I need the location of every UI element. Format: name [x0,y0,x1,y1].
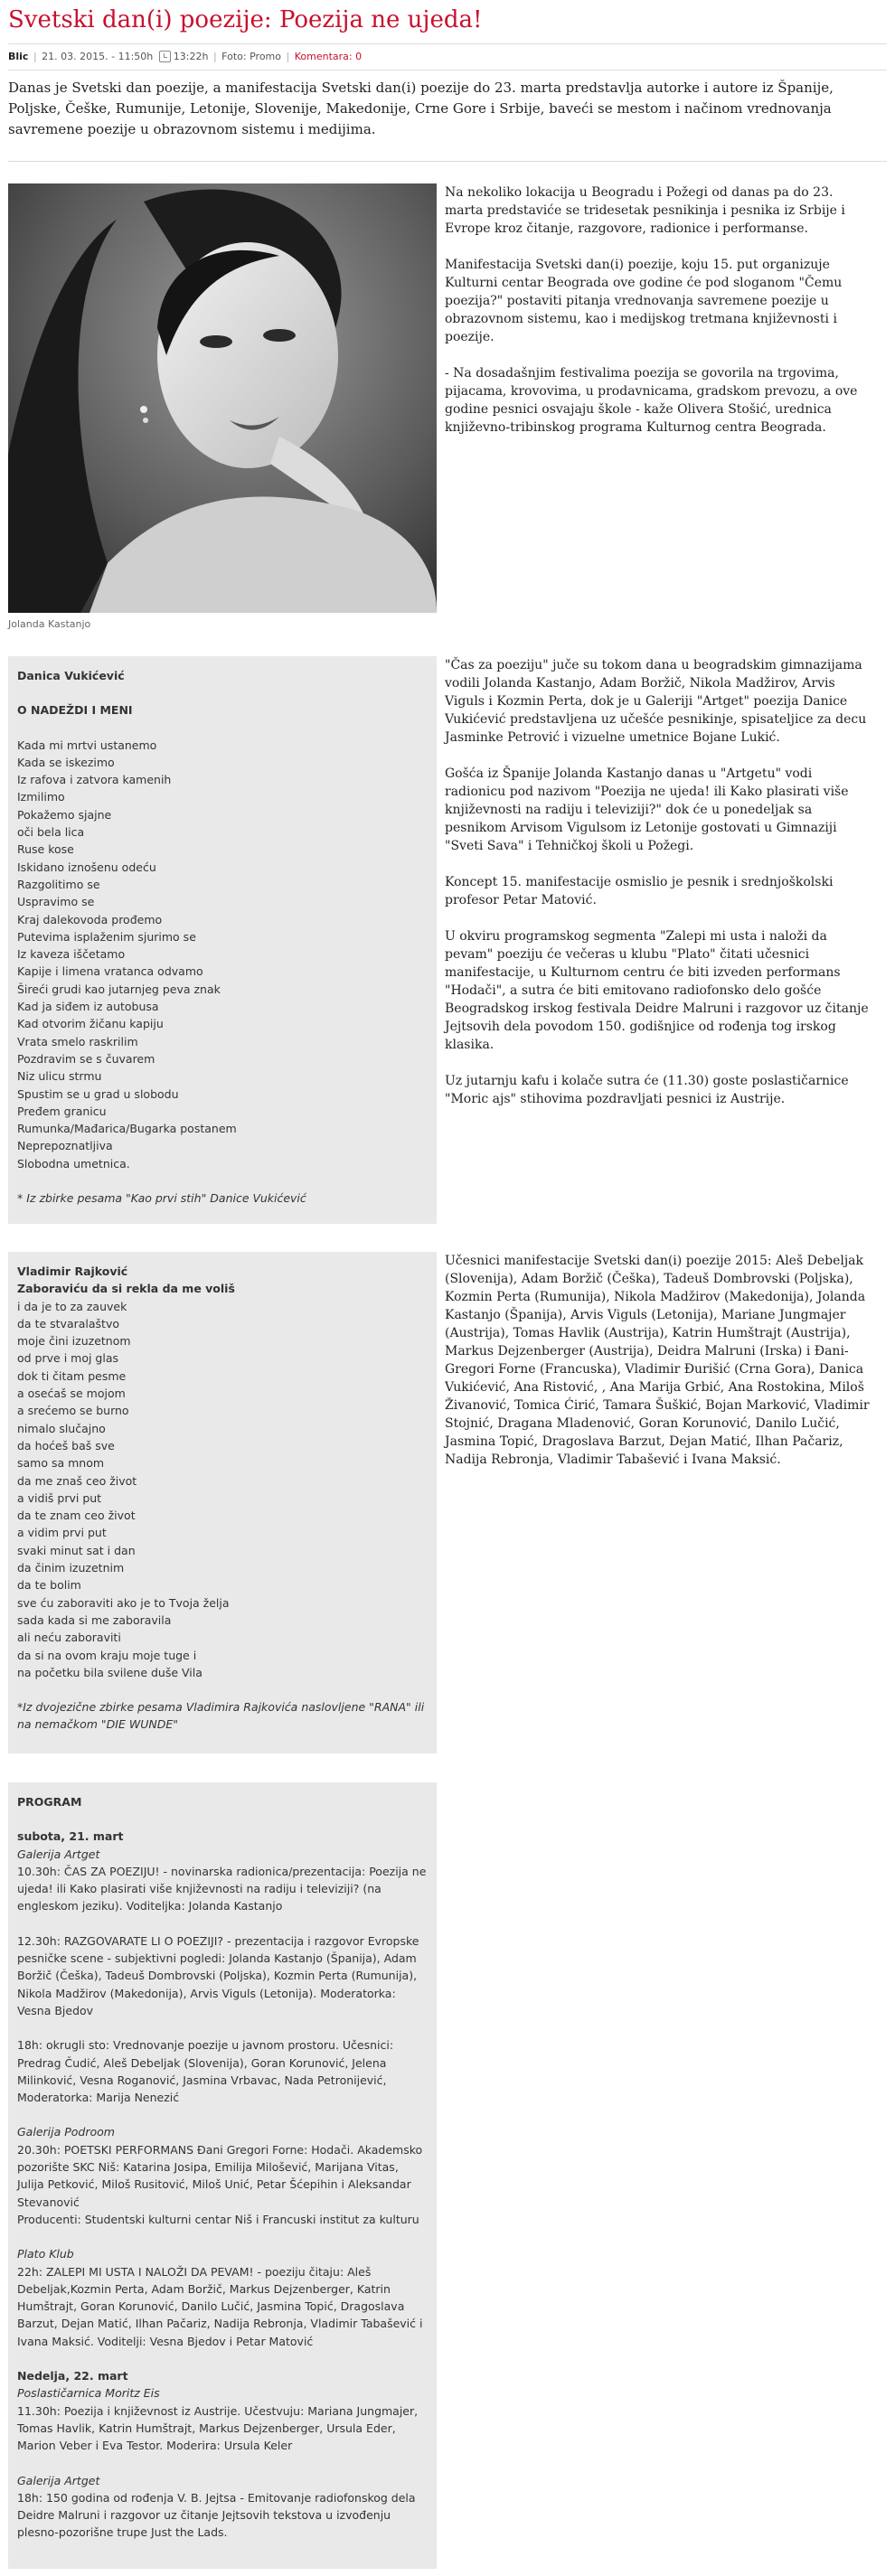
poem-line: Vrata smelo raskrilim [17,1034,138,1048]
poem-line: da činim izuzetnim [17,1561,125,1575]
poem-line: sada kada si me zaboravila [17,1612,172,1627]
paragraph: U okviru programskog segmenta "Zalepi mi usta i naloži da pevam" poeziju će večeras u klubu "Plato" čitati učesnici manifestacije, u Kulturnom centru će biti izveden performans "Hodači", a sutra će biti emitovano radiofonsko delo gošće Beogradskog irskog festivala Deidre Malruni i razgovor uz čitanje Jejtsovih dela povodom 150. godišnjice od rođenja tog irskog klasika. [445,929,869,1052]
poem-line: da si na ovom kraju moje tuge i [17,1648,197,1662]
poem-line: Kraj dalekovoda prođemo [17,912,163,926]
paragraph: "Čas za poeziju" juče su tokom dana u beogradskim gimnazijama vodili Jolanda Kastanjo, Adam Boržič, Nikola Madžirov, Arvis Viguls i Kozmin Perta, dok je u Galeriji "Artget" poezija Danice Vukićević predstavljena uz učešće pesnikinje, spisateljice za decu Jasminke Petrović i vizuelne umetnice Bojane Lukić. [445,658,867,745]
separator: | [212,51,217,62]
poem-line: Izmilimo [17,790,65,804]
spacer [17,1915,428,1932]
program-venue: Galerija Artget [17,2473,100,2487]
poem-lines [17,737,428,1172]
poem-line: Kada se iskezimo [17,755,115,769]
clock-icon [159,51,171,62]
poem-line: ali neću zaboraviti [17,1631,121,1645]
poem-line: Šireći grudi kao jutarnjeg peva znak [17,982,221,996]
poem-line: sve ću zaboraviti ako je to Tvoja želja [17,1595,230,1610]
program-item: 20.30h: POETSKI PERFORMANS Đani Gregori Forne: Hodači. Akademsko pozorište SKC Niš: Katarina Josipa, Emilija Milošević, Marijana Vitas, Julija Petković, Miloš Rusitović, Miloš Unić, Petar Šćepihin i Aleksandar Stevanović Producenti: Studentski kulturni centar Niš i Francuski institut za kulturu [17,2142,423,2226]
poem-author: Vladimir Rajković [17,1264,128,1278]
poem-line: moje čini izuzetnom [17,1334,131,1349]
poem-line: Pokažemo sjajne [17,807,112,822]
separator: | [286,51,290,62]
spacer [17,2019,428,2036]
poem-line: oči bela lica [17,825,85,840]
poem-line: samo sa mnom [17,1456,105,1471]
poem-line: Iz rafova i zatvora kamenih [17,773,172,787]
poem-source-note: * Iz zbirke pesama "Kao prvi stih" Danice Vukićević [17,1191,306,1206]
poem-line: Kapije i limena vratanca odvamo [17,964,203,979]
paragraph: Na nekoliko lokacija u Beogradu i Požegi od danas pa do 23. marta predstaviće se tridesetak pesnikinja i pesnika iz Srbije i Evrope kroz čitanje, razgovore, radionice i performanse. [445,185,845,236]
source-label: Blic [8,51,29,62]
poem-box-vukicevic [8,656,437,1224]
paragraph: Uz jutarnju kafu i kolače sutra će (11.30) goste poslastičarnice "Moric ajs" stihovima pozdravljati pesnici iz Austrije. [445,1074,849,1106]
paragraph: - Na dosadašnjim festivalima poezija se govorila na trgovima, pijacama, krovovima, u prodavnicama, gradskom prevozu, a ove godine pesnici osvajaju škole - kaže Olivera Stošić, urednica književno-tribinskog programa Kulturnog centra Beograda. [445,366,858,435]
photo-caption: Jolanda Kastanjo [8,618,91,630]
program-day: subota, 21. mart [17,1829,124,1844]
poem-line: dok ti čitam pesme [17,1368,127,1383]
program-item: 18h: okrugli sto: Vrednovanje poezije u javnom prostoru. Učesnici: Predrag Čudić, Aleš Debeljak (Slovenija), Goran Korunović, Jelena Milinković, Vesna Roganović, Jasmina Vrbavac, Nada Petronijević, Moderatorka: Marija Nenezić [17,2038,394,2105]
photo-credit: Promo [250,51,281,62]
program-schedule [17,1828,428,2541]
poem-title: Zaboraviću da si rekla da me voliš [17,1282,235,1296]
program-box [8,1782,437,2569]
poem-line: da me znaš ceo život [17,1473,137,1488]
poem-line: Rumunka/Mađarica/Bugarka postanem [17,1122,237,1136]
program-item: 22h: ZALEPI MI USTA I NALOŽI DA PEVAM! - poeziju čitaju: Aleš Debeljak,Kozmin Perta, Adam Boržič, Markus Dejzenberger, Katrin Humštrajt, Goran Korunović, Danilo Lučić, Jasmina Topić, Dragoslava Barzut, Dejan Matić, Ilhan Pačariz, Nadija Rebronja, Vladimir Tabašević i Ivana Maksić. Voditelji: Vesna Bjedov i Petar Matović [17,2264,423,2348]
article-meta-bar [8,43,887,71]
spacer [17,2350,428,2367]
poem-line: Razgolitimo se [17,877,100,891]
portrait-photo [8,183,437,613]
poem-line: da te stvaralaštvo [17,1316,119,1330]
program-item: 10.30h: ČAS ZA POEZIJU! - novinarska radionica/prezentacija: Poezija ne ujeda! ili Kako plasirati više književnosti na radiju i televiziji? (na engleskom jeziku). Voditeljka: Jolanda Kastanjo [17,1864,427,1913]
poem-line: da hoćeš baš sve [17,1438,115,1453]
poem-line: Kad otvorim žičanu kapiju [17,1017,164,1031]
article-title: Svetski dan(i) poezije: Poezija ne ujeda! [8,6,483,33]
article-lead: Danas je Svetski dan poezije, a manifestacija Svetski dan(i) poezije do 23. marta predstavlja autorke i autore iz Španije, Poljske, Češke, Rumunije, Letonije, Slovenije, Makedonije, Crne Gore i Srbije, baveći se mestom i načinom vrednovanja savremene poezije u obrazovnom sistemu i medijima. [8,80,834,137]
program-item: 11.30h: Poezija i književnost iz Austrije. Učestvuju: Mariana Jungmajer, Tomas Havlik, Katrin Humštrajt, Markus Dejzenberger, Ursula Eder, Marion Veber i Eva Testor. Moderira: Ursula Keler [17,2403,419,2453]
poem-author: Danica Vukićević [17,669,125,682]
poem-line: a vidim prvi put [17,1526,107,1540]
poem-line: Spustim se u grad u slobodu [17,1086,179,1101]
poem-line: Iz kaveza iščetamo [17,947,126,962]
poem-line: Neprepoznatljiva [17,1139,113,1153]
poem-line: svaki minut sat i dan [17,1543,136,1557]
program-heading: PROGRAM [17,1795,82,1809]
poem-line: Uspravimo se [17,895,95,909]
program-item: 12.30h: RAZGOVARATE LI O POEZIJI? - prezentacija i razgovor Evropske pesničke scene - subjektivni pogledi: Jolanda Kastanjo (Španija), Adam Boržič (Češka), Tadeuš Dombrovski (Poljska), Kozmin Perta (Rumunija), Nikola Madžirov (Makedonija), Arvis Viguls (Letonija). Moderatorka: Vesna Bjedov [17,1933,419,2017]
poem-line: Putevima isplaženim sjurimo se [17,929,196,944]
poem-line: Slobodna umetnica. [17,1156,130,1170]
poem-line: na početku bila svilene duše Vila [17,1665,203,1679]
poem-line: da te bolim [17,1578,81,1593]
spacer [17,2228,428,2245]
program-item: 18h: 150 godina od rođenja V. B. Jejtsa - Emitovanje radiofonskog dela Deidre Malruni i razgovor uz čitanje Jejtsovih tekstova u izvođenju plesno-pozorišne trupe Just the Lads. [17,2490,416,2540]
poem-title: O NADEŽDI I MENI [17,703,133,718]
poem-line: a osećaš se mojom [17,1387,126,1401]
comments-link[interactable]: Komentara: 0 [294,51,363,62]
program-venue: Plato Klub [17,2247,74,2261]
participants-paragraph [445,1252,870,1487]
poem-source-note: *Iz dvojezične zbirke pesama Vladimira Rajkovića naslovljene "RANA" ili na nemačkom "DIE WUNDE" [17,1700,425,1732]
poem-line: nimalo slučajno [17,1421,106,1435]
portrait-image [8,183,437,613]
paragraph: Gošća iz Španije Jolanda Kastanjo danas u "Artgetu" vodi radionicu pod nazivom "Poezija ne ujeda! ili Kako plasirati više književnosti na radiju i televiziji?" dok će u ponedeljak sa pesnikom Arvisom Vigulsom iz Letonije gostovati u Gimnaziji "Sveti Sava" i Tehničkoj školi u Požegi. [445,766,849,853]
poem-line: Niz ulicu strmu [17,1069,102,1084]
poem-line: Kad ja siđem iz autobusa [17,1000,159,1014]
program-day: Nedelja, 22. mart [17,2369,128,2383]
divider [8,161,887,162]
spacer [17,2106,428,2123]
photo-credit-label: Foto: [221,51,247,62]
poem-lines [17,1298,428,1682]
separator: | [33,51,37,62]
program-venue: Galerija Artget [17,1847,100,1861]
poem-line: a vidiš prvi put [17,1490,102,1505]
program-venue: Galerija Podroom [17,2125,115,2139]
paragraph: Manifestacija Svetski dan(i) poezije, koju 15. put organizuje Kulturni centar Beograda ove godine će pod sloganom "Čemu poezija?" postaviti pitanja vrednovanja savremene poezije u obrazovnom sistemu, kao i medijskog tretmana književnosti i poezije. [445,258,843,344]
poem-line: Pozdravim se s čuvarem [17,1051,155,1066]
paragraph: Učesnici manifestacije Svetski dan(i) poezije 2015: Aleš Debeljak (Slovenija), Adam Boržič (Češka), Tadeuš Dombrovski (Poljska), Kozmin Perta (Rumunija), Nikola Madžirov (Makedonija), Jolanda Kastanjo (Španija), Arvis Viguls (Letonija), Mariane Jungmajer (Austrija), Tomas Havlik (Austrija), Katrin Humštrajt (Austrija), Markus Dejzenberger (Austrija), Deidra Malruni (Irska) i Đani-Gregori Forne (Francuska), Vladimir Đurišić (Crna Gora), Danica Vukićević, Ana Ristović, , Ana Marija Grbić, Ana Rostokina, Miloš Živanović, Tomica Ćirić, Tamara Šuškić, Bojan Marković, Vladimir Stojnić, Dragana Mladenović, Goran Korunović, Danilo Lučić, Jasmina Topić, Dragoslava Barzut, Dejan Matić, Ilhan Pačariz, Nadija Rebronja, Vladimir Tabašević i Ivana Maksić. [445,1254,870,1467]
program-venue: Poslastičarnica Moritz Eis [17,2386,160,2401]
paragraph: Koncept 15. manifestacije osmislio je pesnik i srednjoškolski profesor Petar Matović. [445,875,834,907]
publish-date: 21. 03. 2015. - 11:50h [42,51,154,62]
update-time: 13:22h [173,51,209,62]
poem-line: i da je to za zauvek [17,1299,127,1313]
spacer [17,2455,428,2472]
poem-line: a srećemo se burno [17,1404,129,1418]
poem-box-rajkovic [8,1252,437,1753]
poem-line: da te znam ceo život [17,1509,136,1523]
poem-line: Iskidano iznošenu odeću [17,860,156,874]
poem-line: Kada mi mrtvi ustanemo [17,738,157,752]
article-text-block-1 [445,183,870,455]
poem-line: Pređem granicu [17,1104,107,1118]
poem-line: Ruse kose [17,842,74,857]
article-text-block-2 [445,656,870,1126]
poem-line: od prve i moj glas [17,1351,118,1366]
